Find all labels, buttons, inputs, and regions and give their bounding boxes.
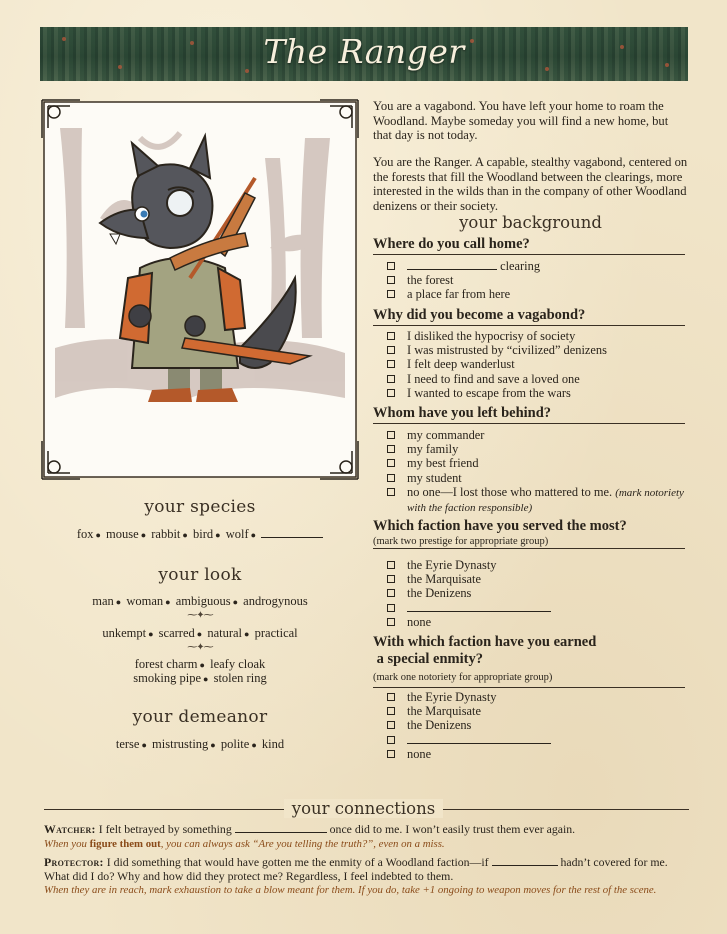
- look-ambiguous[interactable]: ambiguous: [175, 594, 231, 608]
- species-bird[interactable]: bird: [192, 527, 214, 541]
- look-appearance-options: unkempt ● scarred ● natural ● practical: [102, 626, 298, 640]
- checkbox[interactable]: [387, 474, 395, 482]
- checkbox[interactable]: [387, 589, 395, 597]
- look-title: your look: [158, 565, 242, 585]
- protector-name-field[interactable]: [492, 856, 558, 866]
- demeanor-mistrusting[interactable]: mistrusting: [152, 737, 209, 751]
- checkbox[interactable]: [387, 445, 395, 453]
- list-item[interactable]: I felt deep wanderlust: [387, 357, 687, 371]
- species-fox[interactable]: fox: [76, 527, 94, 541]
- list-item[interactable]: I need to find and save a loved one: [387, 372, 687, 386]
- checkbox[interactable]: [387, 561, 395, 569]
- list-item[interactable]: no one—I lost those who mattered to me. (mark notoriety with the faction responsible): [387, 485, 687, 515]
- list-item[interactable]: the Marquisate: [387, 572, 687, 586]
- protector-label: Protector:: [44, 855, 104, 869]
- watcher-connection: Watcher: I felt betrayed by something once did to me. I won’t easily trust them ever again.: [44, 822, 576, 836]
- list-item[interactable]: my student: [387, 471, 687, 485]
- look-natural[interactable]: natural: [207, 626, 243, 640]
- page-title: The Ranger: [263, 32, 465, 71]
- species-options: fox ● mouse ● rabbit ● bird ● wolf ●: [40, 527, 360, 542]
- checkbox[interactable]: [387, 721, 395, 729]
- list-item[interactable]: my family: [387, 442, 687, 456]
- list-item[interactable]: my best friend: [387, 456, 687, 470]
- checkbox[interactable]: [387, 575, 395, 583]
- enmity-note: (mark one notoriety for appropriate group): [373, 672, 553, 683]
- faction-note: (mark notoriety with the faction responsible): [407, 486, 684, 515]
- demeanor-kind[interactable]: kind: [261, 737, 285, 751]
- checkbox[interactable]: [387, 459, 395, 467]
- left-behind-options: [387, 428, 687, 515]
- list-item[interactable]: the forest: [387, 273, 687, 287]
- checkbox[interactable]: [387, 290, 395, 298]
- left-behind-question: Whom have you left behind?: [373, 405, 685, 424]
- species-custom-field[interactable]: [261, 528, 323, 538]
- protector-connection: Protector: I did something that would have gotten me the enmity of a Woodland faction—if hadn’t covered for me. What did I do? Why and how did they protect me? Regardless, I feel indebted to them.: [44, 855, 668, 883]
- look-stolen-ring[interactable]: stolen ring: [213, 671, 267, 685]
- list-item[interactable]: a place far from here: [387, 287, 687, 301]
- ornament-divider: ⁓✦⁓: [187, 642, 213, 653]
- list-item[interactable]: the Denizens: [387, 586, 687, 600]
- checkbox[interactable]: [387, 707, 395, 715]
- species-title: your species: [144, 497, 256, 517]
- checkbox[interactable]: [387, 375, 395, 383]
- list-item[interactable]: none: [387, 615, 687, 629]
- intro-paragraph-1: You are a vagabond. You have left your home to roam the Woodland. Maybe someday you will find a new home, but that day is not today.: [373, 99, 669, 143]
- look-practical[interactable]: practical: [254, 626, 298, 640]
- demeanor-polite[interactable]: polite: [220, 737, 250, 751]
- look-gender-options: man ● woman ● ambiguous ● androgynous: [92, 594, 308, 608]
- list-item[interactable]: I disliked the hypocrisy of society: [387, 329, 687, 343]
- look-androgynous[interactable]: androgynous: [243, 594, 308, 608]
- list-item[interactable]: the Eyrie Dynasty: [387, 690, 687, 704]
- intro-paragraph-2: You are the Ranger. A capable, stealthy vagabond, centered on the forests that fill the Woodland between the clearings, more interested in the wilds than in the company of other Woodland denizens or their society.: [373, 155, 688, 213]
- demeanor-terse[interactable]: terse: [115, 737, 140, 751]
- served-note: (mark two prestige for appropriate group): [373, 536, 549, 547]
- look-woman[interactable]: woman: [126, 594, 164, 608]
- served-options: [387, 558, 687, 629]
- list-item[interactable]: the Marquisate: [387, 704, 687, 718]
- watcher-label: Watcher:: [44, 822, 96, 836]
- enmity-options: [387, 690, 687, 761]
- list-item[interactable]: [387, 733, 687, 747]
- list-item[interactable]: none: [387, 747, 687, 761]
- look-item-options-1: forest charm ● leafy cloak: [134, 657, 266, 671]
- species-rabbit[interactable]: rabbit: [151, 527, 181, 541]
- connections-title: your connections: [0, 799, 727, 818]
- look-forest-charm[interactable]: forest charm: [134, 657, 198, 671]
- checkbox[interactable]: [387, 488, 395, 496]
- list-item[interactable]: I was mistrusted by “civilized” denizens: [387, 343, 687, 357]
- checkbox[interactable]: [387, 750, 395, 758]
- home-question: Where do you call home?: [373, 236, 685, 255]
- background-title: your background: [459, 213, 602, 232]
- protector-hint: When they are in reach, mark exhaustion to take a blow meant for them. If you do, take +1 ongoing to weapon moves for the rest of the scene.: [44, 884, 657, 896]
- checkbox[interactable]: [387, 389, 395, 397]
- checkbox[interactable]: [387, 346, 395, 354]
- species-mouse[interactable]: mouse: [106, 527, 139, 541]
- vagabond-question: Why did you become a vagabond?: [373, 307, 685, 326]
- species-wolf[interactable]: wolf: [225, 527, 249, 541]
- look-smoking-pipe[interactable]: smoking pipe: [133, 671, 202, 685]
- served-custom-field[interactable]: [407, 601, 551, 612]
- checkbox[interactable]: [387, 262, 395, 270]
- checkbox[interactable]: [387, 604, 395, 612]
- checkbox[interactable]: [387, 332, 395, 340]
- look-scarred[interactable]: scarred: [158, 626, 195, 640]
- list-item[interactable]: I wanted to escape from the wars: [387, 386, 687, 400]
- ranger-illustration: [40, 98, 360, 481]
- home-options: [387, 259, 687, 302]
- list-item[interactable]: the Denizens: [387, 718, 687, 732]
- checkbox[interactable]: [387, 360, 395, 368]
- clearing-name-field[interactable]: [407, 259, 497, 270]
- title-banner: [40, 27, 688, 81]
- checkbox[interactable]: [387, 736, 395, 744]
- vagabond-options: [387, 329, 687, 400]
- demeanor-options: terse ● mistrusting ● polite ● kind: [115, 737, 285, 751]
- watcher-name-field[interactable]: [235, 823, 327, 833]
- look-leafy-cloak[interactable]: leafy cloak: [210, 657, 266, 671]
- wolf-ranger-image: [40, 98, 360, 481]
- list-item[interactable]: the Eyrie Dynasty: [387, 558, 687, 572]
- checkbox[interactable]: [387, 431, 395, 439]
- checkbox[interactable]: [387, 276, 395, 284]
- look-man[interactable]: man: [92, 594, 114, 608]
- list-item[interactable]: my commander: [387, 428, 687, 442]
- ornament-divider: ⁓✦⁓: [187, 610, 213, 621]
- demeanor-title: your demeanor: [132, 707, 268, 727]
- enmity-question: With which faction have you earned a special enmity? (mark one notoriety for appropriate group): [373, 634, 685, 688]
- checkbox[interactable]: [387, 693, 395, 701]
- served-question: Which faction have you served the most? (mark two prestige for appropriate group): [373, 518, 685, 549]
- watcher-hint: When you figure them out, you can always ask “Are you telling the truth?”, even on a miss.: [44, 838, 445, 850]
- list-item[interactable]: clearing: [387, 259, 687, 273]
- enmity-custom-field[interactable]: [407, 733, 551, 744]
- list-item[interactable]: [387, 601, 687, 615]
- checkbox[interactable]: [387, 618, 395, 626]
- look-unkempt[interactable]: unkempt: [102, 626, 147, 640]
- look-item-options-2: smoking pipe ● stolen ring: [133, 671, 267, 685]
